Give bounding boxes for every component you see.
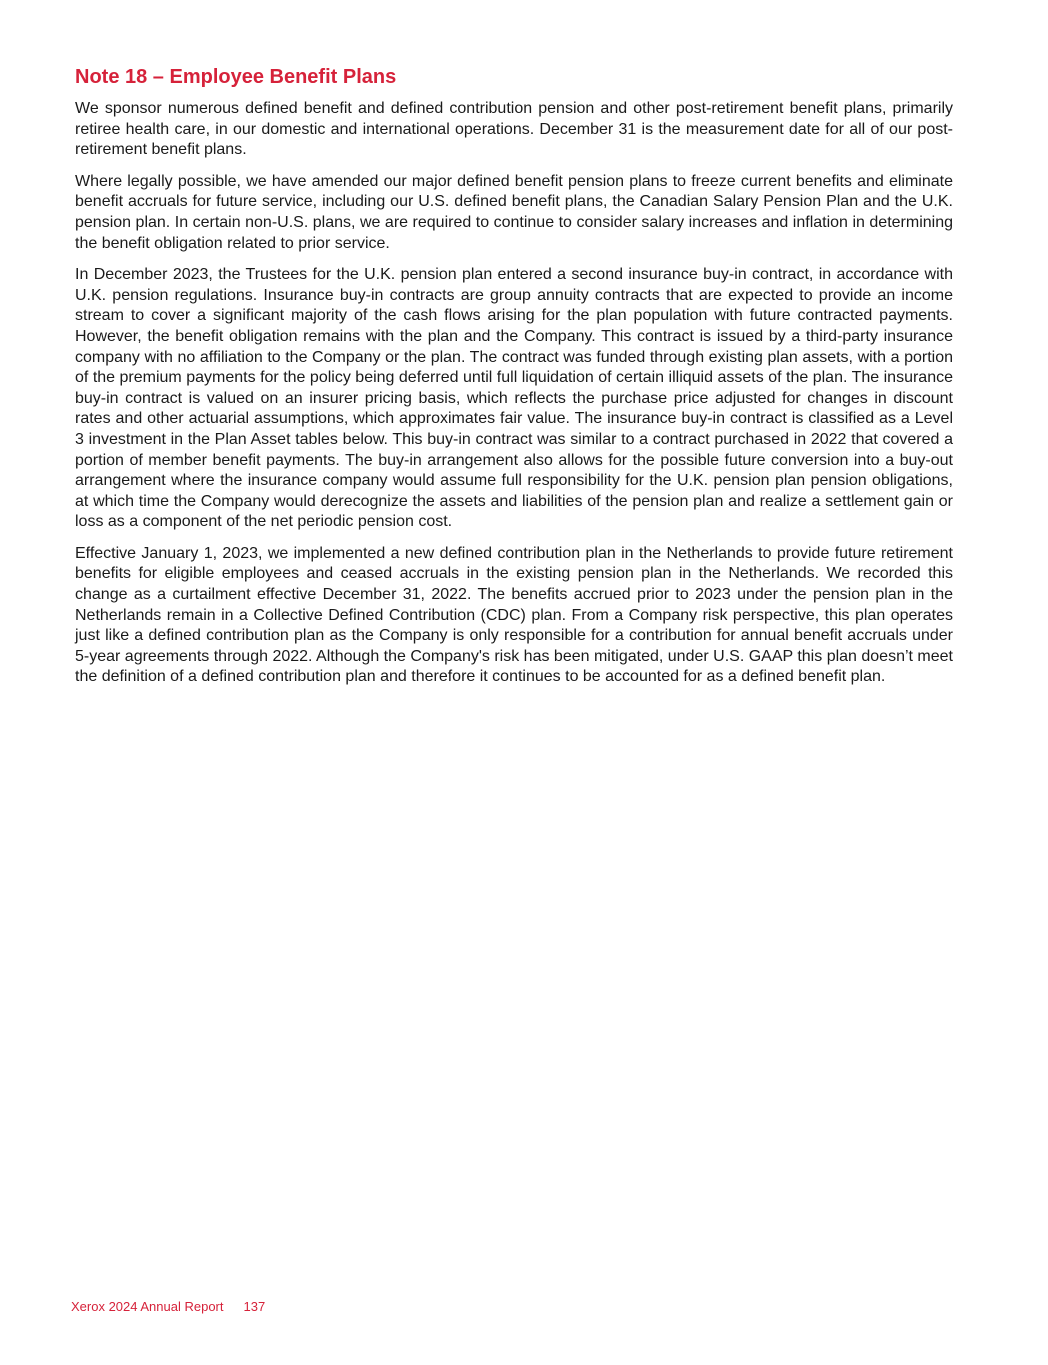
page-footer — [71, 1299, 265, 1315]
note-title: Note 18 – Employee Benefit Plans — [75, 66, 397, 88]
paragraph: We sponsor numerous defined benefit and defined contribution pension and other post-retirement benefit plans, primarily retiree health care, in our domestic and international operations. December 31 is the measurement date for all of our post-retirement benefit plans. — [75, 100, 953, 159]
paragraph: Where legally possible, we have amended our major defined benefit pension plans to freeze current benefits and eliminate benefit accruals for future service, including our U.S. defined benefit plans, the Canadian Salary Pension Plan and the U.K. pension plan. In certain non-U.S. plans, we are required to continue to consider salary increases and inflation in determining the benefit obligation related to prior service. — [75, 172, 953, 252]
report-name: Xerox 2024 Annual Report — [71, 1299, 224, 1314]
paragraph: Effective January 1, 2023, we implemented a new defined contribution plan in the Netherlands to provide future retirement benefits for eligible employees and ceased accruals in the existing pension plan in the Netherlands. We recorded this change as a curtailment effective December 31, 2022. The benefits accrued prior to 2023 under the pension plan in the Netherlands remain in a Collective Defined Contribution (CDC) plan. From a Company risk perspective, this plan operates just like a defined contribution plan as the Company is only responsible for a contribution for annual benefit accruals under 5-year agreements through 2022. Although the Company's risk has been mitigated, under U.S. GAAP this plan doesn’t meet the definition of a defined contribution plan and therefore it continues to be accounted for as a defined benefit plan. — [75, 544, 953, 686]
note-section — [75, 64, 953, 699]
paragraph: In December 2023, the Trustees for the U.K. pension plan entered a second insurance buy-in contract, in accordance with U.K. pension regulations. Insurance buy-in contracts are group annuity contracts that are expected to provide an income stream to cover a significant majority of the cash flows arising for the plan population with future contracted payments. However, the benefit obligation remains with the plan and the Company. This contract is issued by a third-party insurance company with no affiliation to the Company or the plan. The contract was funded through existing plan assets, with a portion of the premium payments for the policy being deferred until full liquidation of certain illiquid assets of the plan. The insurance buy-in contract is valued on an insurer pricing basis, which reflects the purchase price adjusted for changes in discount rates and other actuarial assumptions, which approximates fair value. The insurance buy-in contract is classified as a Level 3 investment in the Plan Asset tables below. This buy-in contract was similar to a contract purchased in 2022 that covered a portion of member benefit payments. The buy-in arrangement also allows for the possible future conversion into a buy-out arrangement where the insurance company would assume full responsibility for the U.K. pension plan pension obligations, at which time the Company would derecognize the assets and liabilities of the pension plan and realize a settlement gain or loss as a component of the net periodic pension cost. — [75, 266, 953, 531]
page-number: 137 — [243, 1299, 266, 1314]
